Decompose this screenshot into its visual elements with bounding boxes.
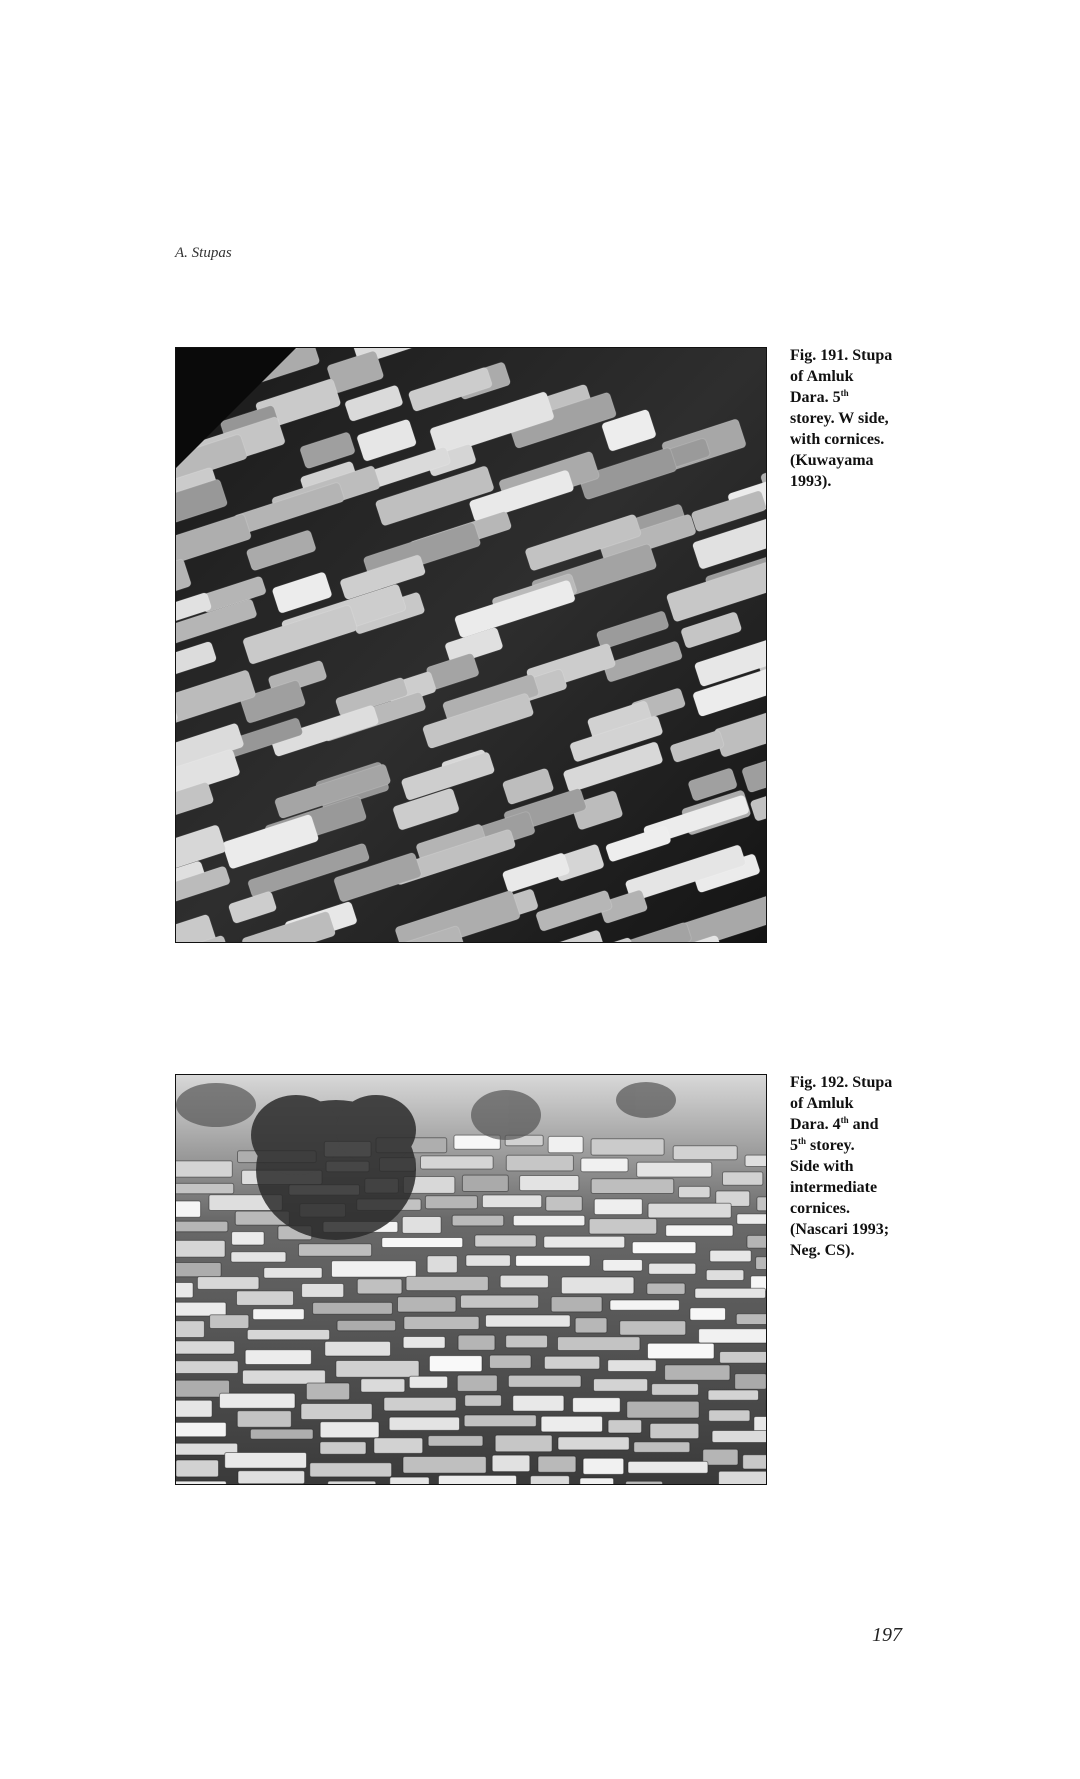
- masonry-stone: [428, 1436, 483, 1447]
- masonry-stone: [176, 1201, 201, 1217]
- masonry-stone: [673, 1146, 737, 1160]
- masonry-stone: [583, 1458, 624, 1474]
- caption-line: Fig. 191. Stupa: [790, 347, 893, 364]
- caption-line: [790, 387, 915, 408]
- masonry-stone: [679, 1186, 711, 1197]
- masonry-stone: [548, 1136, 583, 1152]
- masonry-stone: [357, 1279, 402, 1294]
- masonry-stone: [513, 1395, 564, 1411]
- masonry-stone: [575, 1318, 607, 1333]
- masonry-stone: [492, 1455, 530, 1472]
- masonry-stone: [225, 1453, 307, 1469]
- masonry-stone: [591, 1139, 664, 1155]
- masonry-stone: [757, 1197, 766, 1211]
- masonry-stone: [176, 1481, 226, 1484]
- masonry-stone: [243, 1370, 326, 1384]
- masonry-stone: [475, 1235, 536, 1247]
- masonry-stone: [743, 1455, 766, 1469]
- figure-192-caption: [790, 1072, 915, 1261]
- caption-line: storey. W side,: [790, 410, 889, 427]
- masonry-stone: [594, 1199, 642, 1215]
- masonry-stone: [482, 1195, 541, 1208]
- masonry-stone: [429, 1356, 482, 1372]
- ordinal-suffix: th: [840, 1115, 849, 1125]
- masonry-stone: [325, 1341, 391, 1356]
- caption-line: (Nascari 1993;: [790, 1221, 890, 1238]
- masonry-stone: [389, 1417, 459, 1430]
- masonry-stone: [313, 1302, 393, 1314]
- masonry-stone: [558, 1337, 640, 1351]
- masonry-stone: [176, 1221, 228, 1232]
- masonry-stone: [404, 1316, 479, 1329]
- masonry-stone: [708, 1390, 758, 1400]
- masonry-stone: [425, 1196, 477, 1209]
- masonry-stone: [690, 1308, 726, 1321]
- masonry-stone: [580, 1478, 614, 1484]
- masonry-stone: [561, 1277, 634, 1294]
- masonry-stone: [403, 1457, 486, 1474]
- masonry-stone: [427, 1256, 457, 1273]
- masonry-stone: [627, 1401, 699, 1418]
- caption-text: 5: [790, 1137, 798, 1154]
- masonry-stone: [735, 1374, 766, 1390]
- masonry-stone: [390, 1477, 429, 1484]
- masonry-stone: [712, 1431, 766, 1443]
- masonry-stone: [302, 1284, 344, 1298]
- caption-line: (Kuwayama: [790, 452, 874, 469]
- masonry-stone: [490, 1355, 532, 1368]
- masonry-stone: [176, 1302, 226, 1316]
- masonry-stone: [754, 1417, 766, 1432]
- masonry-stone: [632, 1242, 696, 1254]
- masonry-stone: [237, 1291, 294, 1306]
- masonry-stone: [648, 1203, 731, 1218]
- masonry-stone: [176, 1460, 219, 1477]
- masonry-stone: [176, 1361, 238, 1374]
- masonry-stone: [337, 1320, 396, 1330]
- masonry-stone: [756, 1257, 766, 1270]
- caption-line: [790, 1114, 915, 1135]
- masonry-stone: [336, 1361, 419, 1378]
- masonry-stone: [210, 1315, 249, 1329]
- masonry-stone: [465, 1395, 502, 1406]
- masonry-stone: [666, 1225, 733, 1236]
- masonry-stone: [723, 1172, 763, 1185]
- masonry-stone: [332, 1261, 417, 1277]
- masonry-stone: [538, 1456, 576, 1472]
- masonry-stone: [176, 1263, 221, 1277]
- masonry-stone: [253, 1309, 304, 1320]
- masonry-stone: [709, 1410, 750, 1421]
- caption-line: Side with: [790, 1158, 854, 1175]
- caption-line: intermediate: [790, 1179, 878, 1196]
- masonry-stone: [461, 1295, 539, 1308]
- masonry-stone: [610, 1300, 679, 1310]
- masonry-stone: [551, 1297, 602, 1312]
- masonry-stone: [361, 1379, 405, 1392]
- masonry-stone: [516, 1255, 590, 1266]
- masonry-stone: [402, 1217, 441, 1234]
- masonry-stone: [306, 1383, 349, 1400]
- masonry-stone: [197, 1277, 259, 1290]
- caption-line: Neg. CS).: [790, 1242, 855, 1259]
- masonry-stone: [439, 1475, 517, 1484]
- masonry-stone: [176, 1341, 235, 1354]
- masonry-stone: [546, 1196, 582, 1211]
- masonry-stone: [403, 1337, 445, 1349]
- masonry-stone: [620, 1321, 686, 1335]
- running-head: A. Stupas: [175, 245, 232, 261]
- masonry-stone: [647, 1283, 685, 1294]
- masonry-stone: [648, 1343, 715, 1359]
- masonry-stone: [301, 1404, 372, 1420]
- masonry-stone: [544, 1236, 625, 1248]
- masonry-stone: [558, 1437, 629, 1450]
- caption-line: 1993).: [790, 473, 832, 490]
- masonry-stone: [320, 1442, 366, 1455]
- masonry-stone: [382, 1238, 463, 1248]
- caption-text: Dara. 5: [790, 389, 841, 406]
- masonry-stone: [508, 1375, 581, 1387]
- masonry-stone: [421, 1156, 494, 1169]
- masonry-stone: [500, 1275, 548, 1288]
- masonry-stone: [650, 1423, 699, 1438]
- caption-line: Fig. 192. Stupa: [790, 1074, 893, 1091]
- caption-line: cornices.: [790, 1200, 850, 1217]
- masonry-stone: [665, 1365, 730, 1380]
- caption-line: of Amluk: [790, 1095, 854, 1112]
- masonry-stone: [176, 1321, 204, 1338]
- masonry-stone: [220, 1393, 296, 1408]
- page-number: 197: [872, 1624, 902, 1646]
- masonry-stone: [506, 1335, 548, 1348]
- masonry-stone: [626, 1481, 663, 1484]
- masonry-stone: [719, 1471, 766, 1484]
- masonry-stone: [737, 1214, 766, 1224]
- masonry-stone: [320, 1422, 379, 1438]
- masonry-stone: [544, 1356, 599, 1369]
- masonry-stone: [176, 1240, 225, 1257]
- masonry-stone: [250, 1429, 313, 1439]
- masonry-stone: [458, 1335, 495, 1350]
- masonry-stone: [608, 1360, 657, 1372]
- masonry-stone: [238, 1471, 305, 1484]
- masonry-stone: [541, 1416, 602, 1432]
- masonry-stone: [699, 1329, 766, 1343]
- masonry-stone: [720, 1352, 766, 1364]
- ordinal-suffix: th: [798, 1136, 807, 1146]
- masonry-stone: [176, 1422, 226, 1436]
- caption-line: of Amluk: [790, 368, 854, 385]
- masonry-stone: [457, 1375, 497, 1391]
- caption-line: with cornices.: [790, 431, 885, 448]
- masonry-stone: [406, 1276, 488, 1290]
- stupa-wall-with-shrub-photo-icon: [176, 1075, 766, 1484]
- masonry-stone: [384, 1397, 456, 1411]
- masonry-stone: [506, 1155, 573, 1171]
- masonry-stone: [747, 1235, 766, 1248]
- masonry-stone: [530, 1476, 569, 1484]
- masonry-stone: [310, 1463, 392, 1477]
- figure-191-photo: [175, 347, 767, 943]
- masonry-stone: [464, 1415, 536, 1427]
- masonry-stone: [176, 1283, 193, 1298]
- masonry-stone: [637, 1162, 712, 1177]
- caption-text: and: [848, 1116, 879, 1133]
- masonry-stone: [628, 1461, 708, 1473]
- masonry-stone: [328, 1481, 376, 1484]
- masonry-stone: [462, 1175, 508, 1191]
- masonry-stone: [695, 1288, 766, 1298]
- masonry-stone: [247, 1330, 329, 1340]
- masonry-stone: [176, 1400, 212, 1417]
- masonry-stone: [452, 1215, 504, 1226]
- masonry-stone: [495, 1435, 552, 1452]
- masonry-stone: [652, 1384, 699, 1396]
- masonry-stone: [608, 1420, 642, 1433]
- caption-text: Dara. 4: [790, 1116, 841, 1133]
- masonry-stone: [264, 1268, 322, 1279]
- masonry-stone: [573, 1398, 621, 1413]
- masonry-stone: [736, 1314, 766, 1325]
- masonry-stone: [409, 1376, 447, 1388]
- masonry-stone: [589, 1219, 657, 1234]
- masonry-stone: [520, 1176, 579, 1191]
- masonry-stone: [581, 1158, 628, 1172]
- masonry-stone: [649, 1263, 696, 1274]
- masonry-stone: [299, 1244, 372, 1257]
- masonry-stone: [232, 1232, 265, 1245]
- caption-text: storey.: [806, 1137, 855, 1154]
- ordinal-suffix: th: [840, 388, 849, 398]
- masonry-stone: [176, 1161, 232, 1177]
- masonry-stone: [486, 1315, 571, 1327]
- masonry-stone: [245, 1350, 311, 1365]
- figure-192-photo: [175, 1074, 767, 1485]
- masonry-stone: [634, 1442, 690, 1453]
- masonry-stone: [706, 1270, 744, 1281]
- masonry-stone: [591, 1179, 674, 1194]
- masonry-stone: [176, 1183, 234, 1193]
- masonry-stone: [231, 1252, 286, 1262]
- masonry-stone: [745, 1155, 766, 1166]
- caption-line: [790, 1135, 915, 1156]
- masonry-stone: [466, 1255, 511, 1266]
- masonry-stone: [374, 1438, 423, 1454]
- masonry-stone: [513, 1215, 585, 1225]
- figure-191-caption: [790, 345, 915, 492]
- masonry-stone: [237, 1411, 291, 1428]
- stone-masonry-photo-icon: [176, 348, 766, 942]
- masonry-stone: [594, 1379, 648, 1392]
- masonry-stone: [710, 1250, 751, 1262]
- masonry-stone: [398, 1297, 456, 1312]
- masonry-stone: [603, 1260, 643, 1272]
